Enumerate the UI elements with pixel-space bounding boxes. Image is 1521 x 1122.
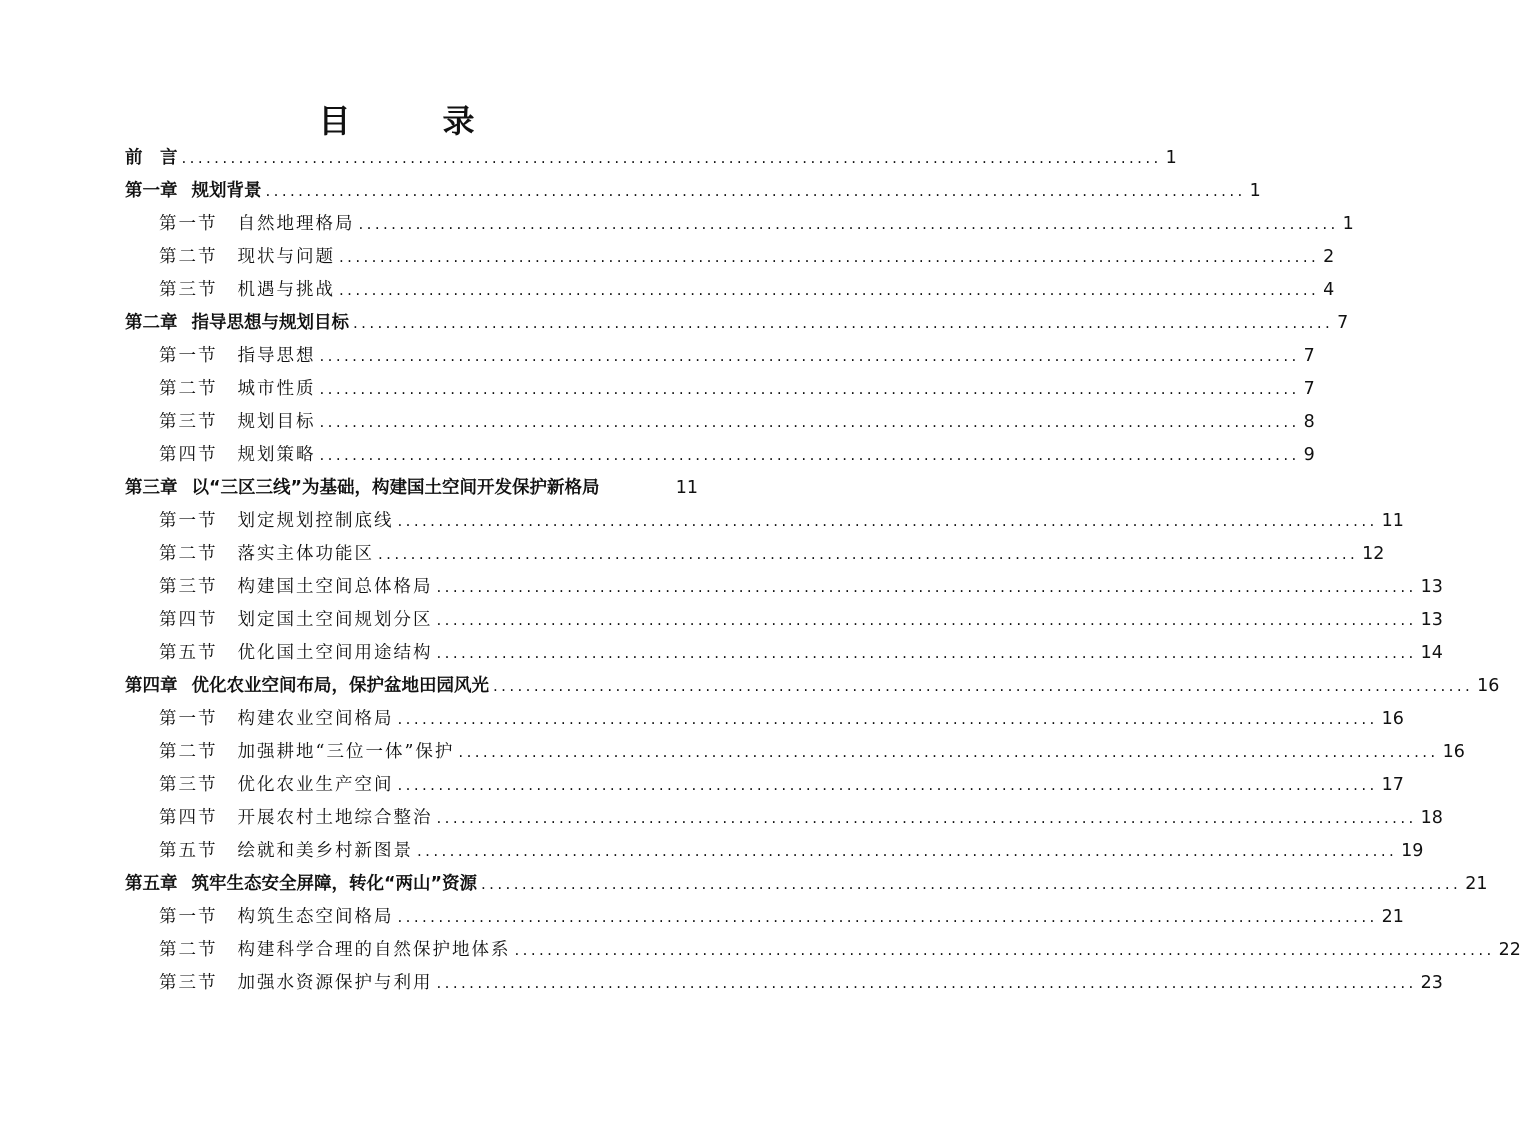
toc-entry-title: 优化农业空间布局，保护盆地田园风光 bbox=[191, 676, 489, 696]
toc-dot-leader: ........................................................................................................................ bbox=[436, 974, 1417, 992]
toc-entry-title: 指导思想与规划目标 bbox=[191, 313, 349, 333]
toc-page-number: 23 bbox=[1420, 973, 1443, 993]
toc-entry-label bbox=[159, 571, 433, 604]
toc-page-number: 7 bbox=[1303, 346, 1315, 366]
toc-entry-label bbox=[125, 670, 489, 703]
toc-page-number: 4 bbox=[1323, 280, 1335, 300]
toc-entry-label bbox=[159, 835, 413, 868]
toc-section-row[interactable] bbox=[125, 505, 1404, 538]
toc-entry-title: 规划策略 bbox=[237, 445, 316, 465]
toc-entry-title: 划定国土空间规划分区 bbox=[237, 610, 433, 630]
toc-section-row[interactable] bbox=[125, 901, 1404, 934]
toc-entry-number: 第二节 bbox=[159, 940, 218, 960]
toc-entry-label bbox=[159, 901, 394, 934]
toc-entry-number: 第四节 bbox=[159, 445, 218, 465]
toc-entry-number: 第三节 bbox=[159, 973, 218, 993]
toc-section-row[interactable] bbox=[125, 604, 1443, 637]
toc-dot-leader: ........................................................................................................................ bbox=[436, 578, 1417, 596]
toc-dot-leader: ........................................................................................................................ bbox=[436, 809, 1417, 827]
toc-entry-number: 第一节 bbox=[159, 907, 218, 927]
toc-entry-number: 第三节 bbox=[159, 775, 218, 795]
toc-page-number: 1 bbox=[1342, 214, 1354, 234]
toc-entry-title: 规划目标 bbox=[237, 412, 316, 432]
toc-entry-label bbox=[159, 241, 335, 274]
toc-entry-number: 第三章 bbox=[125, 478, 178, 498]
toc-entry-number: 第一节 bbox=[159, 346, 218, 366]
toc-section-row[interactable] bbox=[125, 769, 1404, 802]
toc-entry-label bbox=[125, 472, 600, 505]
toc-entry-number: 第五节 bbox=[159, 841, 218, 861]
toc-entry-title: 城市性质 bbox=[237, 379, 316, 399]
toc-page-number: 7 bbox=[1337, 313, 1349, 333]
toc-entry-title: 开展农村土地综合整治 bbox=[237, 808, 433, 828]
toc-entry-label bbox=[159, 439, 316, 472]
toc-section-row[interactable] bbox=[125, 538, 1385, 571]
toc-entry-title: 规划背景 bbox=[191, 181, 262, 201]
toc-dot-leader: ........................................................................................................................ bbox=[358, 215, 1339, 233]
toc-page-number: 1 bbox=[1165, 148, 1177, 168]
toc-dot-leader: ........................................................................................................................ bbox=[319, 380, 1300, 398]
toc-entry-label bbox=[159, 604, 433, 637]
toc-page-number: 9 bbox=[1303, 445, 1315, 465]
toc-dot-leader: ........................................................................................................................ bbox=[397, 710, 1378, 728]
toc-entry-title: 加强耕地“三位一体”保护 bbox=[237, 742, 455, 762]
toc-dot-leader: ........................................................................................................................ bbox=[319, 347, 1300, 365]
toc-section-row[interactable] bbox=[125, 406, 1315, 439]
toc-entry-label bbox=[159, 274, 335, 307]
toc-chapter-row[interactable] bbox=[125, 175, 1261, 208]
toc-page-number: 13 bbox=[1420, 610, 1443, 630]
toc-entry-title: 构建科学合理的自然保护地体系 bbox=[237, 940, 511, 960]
toc-dot-leader: ........................................................................................................................ bbox=[319, 413, 1300, 431]
toc-section-row[interactable] bbox=[125, 439, 1315, 472]
toc-dot-leader: ........................................................................................................................ bbox=[493, 677, 1474, 695]
toc-page-number: 2 bbox=[1323, 247, 1335, 267]
toc-section-row[interactable] bbox=[125, 736, 1465, 769]
toc-entry-title: 构建农业空间格局 bbox=[237, 709, 394, 729]
toc-section-row[interactable] bbox=[125, 835, 1424, 868]
toc-entry-title: 现状与问题 bbox=[237, 247, 335, 267]
toc-page-number: 19 bbox=[1401, 841, 1424, 861]
toc-entry-number: 第五章 bbox=[125, 874, 178, 894]
toc-entry-label bbox=[159, 769, 394, 802]
toc-entry-title: 加强水资源保护与利用 bbox=[237, 973, 433, 993]
toc-section-row[interactable] bbox=[125, 934, 1521, 967]
toc-dot-leader: ........................................................................................................................ bbox=[458, 743, 1439, 761]
toc-page-number: 11 bbox=[675, 478, 698, 498]
toc-dot-leader: ........................................................................................................................ bbox=[353, 314, 1334, 332]
toc-entry-number: 第二章 bbox=[125, 313, 178, 333]
toc-dot-leader: ........................................................................................................................ bbox=[378, 545, 1359, 563]
toc-entry-number: 第二节 bbox=[159, 379, 218, 399]
toc-entry-number: 第二节 bbox=[159, 742, 218, 762]
page-title: 目 录 bbox=[318, 102, 505, 140]
toc-section-row[interactable] bbox=[125, 340, 1315, 373]
toc-section-row[interactable] bbox=[125, 967, 1443, 1000]
toc-entry-title: 绘就和美乡村新图景 bbox=[237, 841, 413, 861]
toc-section-row[interactable] bbox=[125, 241, 1335, 274]
toc-dot-leader: ........................................................................................................................ bbox=[319, 446, 1300, 464]
toc-entry-title: 构建国土空间总体格局 bbox=[237, 577, 433, 597]
toc-chapter-row[interactable] bbox=[125, 307, 1349, 340]
toc-section-row[interactable] bbox=[125, 802, 1443, 835]
toc-page-number: 17 bbox=[1381, 775, 1404, 795]
toc-entry-title: 指导思想 bbox=[237, 346, 316, 366]
toc-entry-title: 构筑生态空间格局 bbox=[237, 907, 394, 927]
toc-dot-leader: ........................................................................................................................ bbox=[397, 908, 1378, 926]
toc-entry-number: 第五节 bbox=[159, 643, 218, 663]
toc-page-number: 12 bbox=[1362, 544, 1385, 564]
toc-chapter-row[interactable] bbox=[125, 472, 698, 505]
toc-dot-leader: ........................................................................................................................ bbox=[397, 512, 1378, 530]
toc-entry-number: 第四章 bbox=[125, 676, 178, 696]
toc-entry-label bbox=[159, 934, 511, 967]
toc-page-number: 16 bbox=[1381, 709, 1404, 729]
toc-entry-number: 第一章 bbox=[125, 181, 178, 201]
toc-page-number: 8 bbox=[1303, 412, 1315, 432]
toc-entry-label bbox=[159, 802, 433, 835]
toc-dot-leader: ........................................................................................................................ bbox=[265, 182, 1246, 200]
toc-page-number: 21 bbox=[1465, 874, 1488, 894]
toc-page-number: 16 bbox=[1442, 742, 1465, 762]
toc-entry-label bbox=[159, 406, 316, 439]
toc-entry-title: 优化国土空间用途结构 bbox=[237, 643, 433, 663]
toc-entry-label bbox=[159, 208, 355, 241]
toc-entry-number: 第一节 bbox=[159, 709, 218, 729]
toc-dot-leader: ........................................................................................................................ bbox=[436, 611, 1417, 629]
toc-entry-number: 第三节 bbox=[159, 577, 218, 597]
toc-page-number: 21 bbox=[1381, 907, 1404, 927]
toc-page-number: 14 bbox=[1420, 643, 1443, 663]
toc-page-number: 16 bbox=[1477, 676, 1500, 696]
toc-entry-label bbox=[159, 373, 316, 406]
toc-entry-label bbox=[159, 703, 394, 736]
toc-entry-number: 第一节 bbox=[159, 214, 218, 234]
toc-dot-leader: ........................................................................................................................ bbox=[417, 842, 1398, 860]
toc-entry-label bbox=[159, 736, 454, 769]
toc-entry-title: 划定规划控制底线 bbox=[237, 511, 394, 531]
toc-entry-number: 前 言 bbox=[125, 148, 178, 168]
toc-entry-label bbox=[159, 538, 374, 571]
toc-entry-label bbox=[125, 307, 349, 340]
toc-entry-title: 落实主体功能区 bbox=[237, 544, 374, 564]
toc-entry-title: 自然地理格局 bbox=[237, 214, 355, 234]
toc-entry-number: 第三节 bbox=[159, 412, 218, 432]
toc-dot-leader: ........................................................................................................................ bbox=[481, 875, 1462, 893]
toc-entry-title: 以“三区三线”为基础，构建国土空间开发保护新格局 bbox=[191, 478, 600, 498]
toc-entry-label bbox=[159, 967, 433, 1000]
toc-section-row[interactable] bbox=[125, 373, 1315, 406]
toc-section-row[interactable] bbox=[125, 274, 1335, 307]
table-of-contents bbox=[125, 142, 1521, 1000]
toc-entry-label bbox=[125, 142, 178, 175]
toc-page-number: 13 bbox=[1420, 577, 1443, 597]
toc-section-row[interactable] bbox=[125, 208, 1354, 241]
toc-dot-leader: ........................................................................................................................ bbox=[397, 776, 1378, 794]
toc-dot-leader: ........................................................................................................................ bbox=[181, 149, 1162, 167]
toc-page-number: 11 bbox=[1381, 511, 1404, 531]
toc-section-row[interactable] bbox=[125, 637, 1443, 670]
toc-dot-leader: ........................................................................................................................ bbox=[339, 281, 1320, 299]
toc-entry-number: 第二节 bbox=[159, 247, 218, 267]
toc-entry-title: 优化农业生产空间 bbox=[237, 775, 394, 795]
toc-entry-label bbox=[125, 868, 477, 901]
toc-page-number: 18 bbox=[1420, 808, 1443, 828]
toc-entry-title: 筑牢生态安全屏障，转化“两山”资源 bbox=[191, 874, 478, 894]
toc-page-number: 7 bbox=[1303, 379, 1315, 399]
toc-dot-leader: ........................................................................................................................ bbox=[514, 941, 1495, 959]
toc-entry-number: 第四节 bbox=[159, 610, 218, 630]
toc-entry-label bbox=[159, 340, 316, 373]
toc-dot-leader: ........................................................................................................................ bbox=[436, 644, 1417, 662]
toc-entry-label bbox=[125, 175, 262, 208]
toc-chapter-row[interactable] bbox=[125, 670, 1500, 703]
toc-page-number: 1 bbox=[1249, 181, 1261, 201]
toc-entry-label bbox=[159, 637, 433, 670]
toc-section-row[interactable] bbox=[125, 571, 1443, 604]
toc-chapter-row[interactable] bbox=[125, 868, 1488, 901]
toc-entry-number: 第一节 bbox=[159, 511, 218, 531]
toc-dot-leader: ........................................................................................................................ bbox=[339, 248, 1320, 266]
toc-entry-number: 第三节 bbox=[159, 280, 218, 300]
toc-entry-title: 机遇与挑战 bbox=[237, 280, 335, 300]
toc-entry-number: 第四节 bbox=[159, 808, 218, 828]
toc-section-row[interactable] bbox=[125, 703, 1404, 736]
toc-chapter-row[interactable] bbox=[125, 142, 1177, 175]
toc-entry-label bbox=[159, 505, 394, 538]
toc-page-number: 22 bbox=[1498, 940, 1521, 960]
toc-entry-number: 第二节 bbox=[159, 544, 218, 564]
